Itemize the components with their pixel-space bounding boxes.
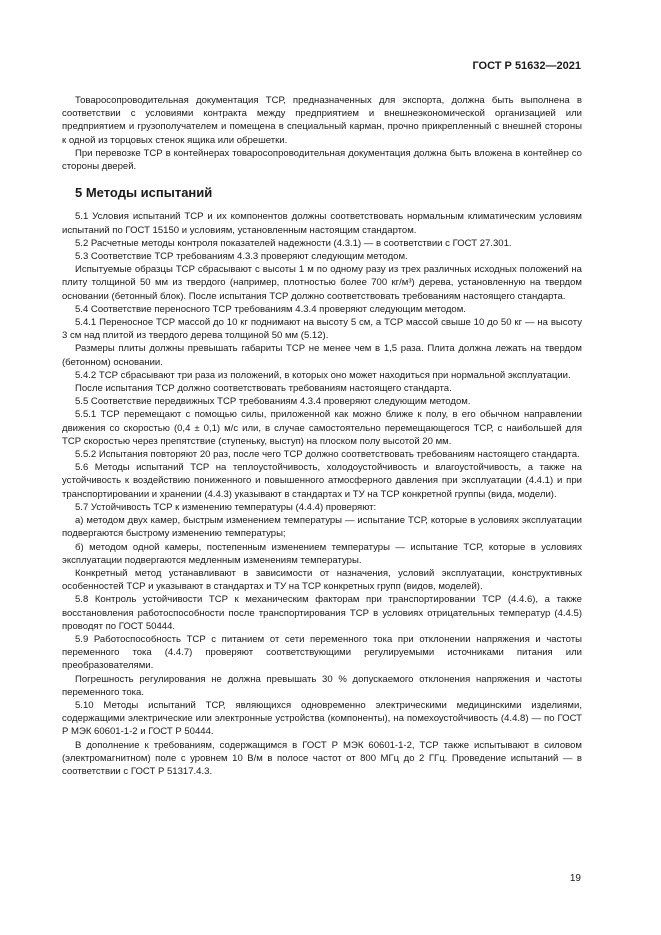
paragraph: 5.10 Методы испытаний ТСР, являющихся одновременно электрическими медицинскими изделиями, содержащими электрические или электронные устройства (компоненты), на помехоустойчивость (4.4.8) — по ГОСТ Р МЭК 60601-1-2 и ГОСТ Р 50444. xyxy=(62,699,582,738)
paragraph: Размеры плиты должны превышать габариты ТСР не менее чем в 1,5 раза. Плита должна лежать на твердом (бетонном) основании. xyxy=(62,343,582,368)
paragraph: Погрешность регулирования не должна превышать 30 % допускаемого отклонения напряжения и частоты переменного тока. xyxy=(62,673,582,698)
paragraph: 5.4.1 Переносное ТСР массой до 10 кг поднимают на высоту 5 см, а ТСР массой свыше 10 до 50 кг — на высоту 3 см над плитой из твердого дерева толщиной 50 мм (5.12). xyxy=(62,317,582,342)
paragraph: Конкретный метод устанавливают в зависимости от назначения, условий эксплуатации, конструктивных особенностей ТСР и указывают в стандартах и ТУ на ТСР конкретных групп (видов, моделей). xyxy=(62,567,582,593)
paragraph: 5.1 Условия испытаний ТСР и их компонентов должны соответствовать нормальным климатическим условиям испытаний по ГОСТ 15150 и условиям, установленным настоящим стандартом. xyxy=(62,211,582,236)
paragraph: В дополнение к требованиям, содержащимся в ГОСТ Р МЭК 60601-1-2, ТСР также испытывают в силовом (электромагнитном) поле с уровнем 10 В/м в полосе частот от 800 МГц до 2 ГГц. Проведение испытаний — в соответствии с ГОСТ Р 51317.4.3. xyxy=(62,739,582,777)
paragraph: Товаросопроводительная документация ТСР, предназначенных для экспорта, должна быть выполнена в соответствии с условиями контракта между предприятием и внешнеэкономической организацией или предприятием и грузополучателем и помещена в специальный карман, прочно прикрепленный с внешней стороны к одной из торцовых стенок ящика или обрешетки. xyxy=(62,95,582,146)
paragraph: 5.4 Соответствие переносного ТСР требованиям 4.3.4 проверяют следующим методом. xyxy=(75,303,466,315)
paragraph: 5.8 Контроль устойчивости ТСР к механическим факторам при транспортировании ТСР (4.4.6), а также восстановления работоспособности после транспортирования ТСР в условиях отрицательных температур (4.4.5) проводят по ГОСТ 50444. xyxy=(62,594,582,632)
paragraph: 5.5.1 ТСР перемещают с помощью силы, приложенной как можно ближе к полу, в его обычном направлении движения со скоростью (0,4 ± 0,1) м/с или, в случае самостоятельно перемещающегося ТСР, с наибольшей для ТСР скоростью через препятствие (ступеньку, выступ) на плоском полу высотой 20 мм. xyxy=(62,409,582,447)
paragraph: 5.3 Соответствие ТСР требованиям 4.3.3 проверяют следующим методом. xyxy=(75,251,408,263)
paragraph: 5.5.2 Испытания повторяют 20 раз, после чего ТСР должно соответствовать требованиям настоящего стандарта. xyxy=(75,449,580,461)
paragraph: При перевозке ТСР в контейнерах товаросопроводительная документация должна быть вложена в контейнер со стороны дверей. xyxy=(62,147,582,173)
document-id: ГОСТ Р 51632—2021 xyxy=(472,60,581,72)
paragraph: 5.9 Работоспособность ТСР с питанием от сети переменного тока при отклонении напряжения и частоты переменного тока (4.4.7) проверяют соответствующими регулируемыми источниками питания или преобразователями. xyxy=(62,633,582,672)
paragraph: Испытуемые образцы ТСР сбрасывают с высоты 1 м по одному разу из трех различных исходных положений на плиту толщиной 50 мм из твердого (например, плотностью более 700 кг/м³) дерева, установленную на твердом основании (бетонный блок). После испытания ТСР должно соответствовать требованиям настоящего стандарта. xyxy=(62,264,582,302)
section-heading: 5 Методы испытаний xyxy=(75,185,213,201)
document-body xyxy=(62,94,582,778)
paragraph: После испытания ТСР должно соответствовать требованиям настоящего стандарта. xyxy=(75,383,452,395)
paragraph: 5.6 Методы испытаний ТСР на теплоустойчивость, холодоустойчивость и влагоустойчивость, а также на устойчивость к воздействию пониженного и повышенного атмосферного давления при эксплуатации (4.4.1) и при транспортировании и хранении (4.4.3) указывают в стандартах и ТУ на ТСР конкретной группы (вида, модели). xyxy=(62,462,582,500)
paragraph: а) методом двух камер, быстрым изменением температуры — испытание ТСР, которые в условиях эксплуатации подвергаются быстрому изменению температуры; xyxy=(62,515,582,540)
paragraph: б) методом одной камеры, постепенным изменением температуры — испытание ТСР, которые в условиях эксплуатации подвергаются медленным изменениям температуры. xyxy=(62,541,582,566)
paragraph: 5.2 Расчетные методы контроля показателей надежности (4.3.1) — в соответствии с ГОСТ 27.301. xyxy=(75,237,512,249)
paragraph: 5.4.2 ТСР сбрасывают три раза из положений, в которых оно может находиться при нормальной эксплуатации. xyxy=(75,369,571,381)
paragraph: 5.5 Соответствие передвижных ТСР требованиям 4.3.4 проверяют следующим методом. xyxy=(75,396,471,408)
paragraph: 5.7 Устойчивость ТСР к изменению температуры (4.4.4) проверяют: xyxy=(75,501,377,513)
page-number: 19 xyxy=(569,873,581,884)
